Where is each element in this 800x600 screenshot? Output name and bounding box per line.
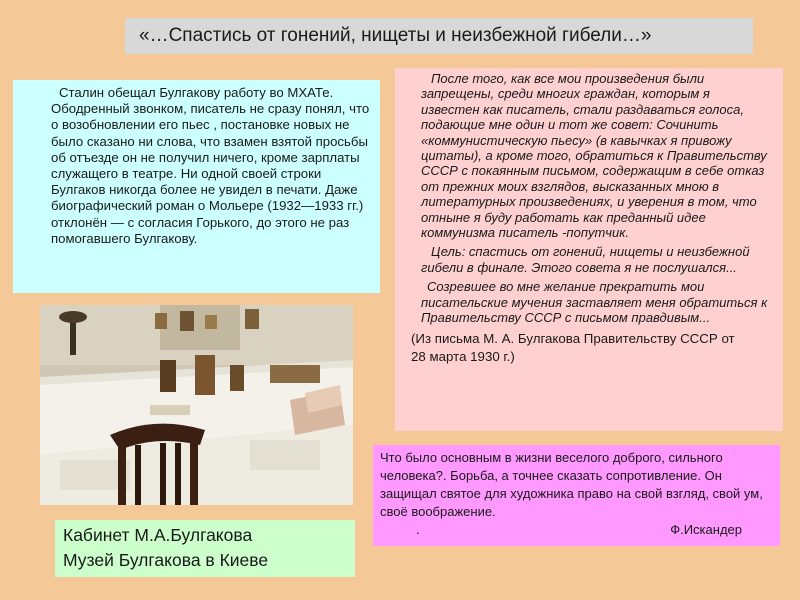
caption-line-1: Кабинет М.А.Булгакова: [63, 525, 253, 545]
photo-caption: [55, 520, 355, 577]
bulgakov-stalin-text: Сталин обещал Булгакову работу во МХАТе. Ободренный звонком, писатель не сразу понял, что о возобновлении его пьес , постановке новых не было сказано ни слова, что взамен взятой просьбы об отъезде он не получил ничего, кроме зарплаты служащего в театре. Ни одной своей строки Булгаков никогда более не увидел в печати. Даже биографический роман о Мольере (1932—1933 гг.) отклонён — с согласия Горького, до этого не раз помогавшего Булгакову.: [13, 80, 380, 293]
iskander-quote-box: [373, 445, 780, 546]
slide-title: «…Спастись от гонений, нищеты и неизбежной гибели…»: [125, 18, 753, 54]
iskander-author: Ф.Искандер: [670, 522, 742, 537]
quote-paragraph-2: Цель: спастись от гонений, нищеты и неизбежной гибели в финале. Этого совета я не послушался...: [421, 244, 750, 275]
quote-source: (Из письма М. А. Булгакова Правительству СССР от 28 марта 1930 г.): [411, 330, 735, 364]
study-desk-photo: [40, 305, 353, 505]
letter-quote-box: [395, 68, 783, 431]
quote-paragraph-3: Созревшее во мне желание прекратить мои писательские мучения заставляет меня обратиться к Правительству СССР с письмом правдивым...: [421, 279, 768, 326]
caption-line-2: Музей Булгакова в Киеве: [63, 550, 269, 570]
iskander-attribution: [380, 521, 772, 539]
quote-paragraph-1: После того, как все мои произведения были запрещены, среди многих граждан, которым я известен как писатель, стали раздаваться голоса, подающие мне один и тот же совет: Сочинить «коммунистическую пьесу» (в кавычках я привожу цитаты), а кроме того, обратиться к Правительству СССР с покаянным письмом, содержащим в себе отказ от прежних моих взглядов, высказанных мною в литературных произведениях, и уверения в том, что отныне я буду работать как преданный идее коммунизма писатель -попутчик.: [421, 71, 767, 241]
iskander-text: Что было основным в жизни веселого доброго, сильного человека?. Борьба, а точнее сказать сопротивление. Он защищал святое для художника право на свой взгляд, свой ум, своё воображение.: [380, 450, 763, 519]
iskander-dot: .: [416, 522, 420, 537]
